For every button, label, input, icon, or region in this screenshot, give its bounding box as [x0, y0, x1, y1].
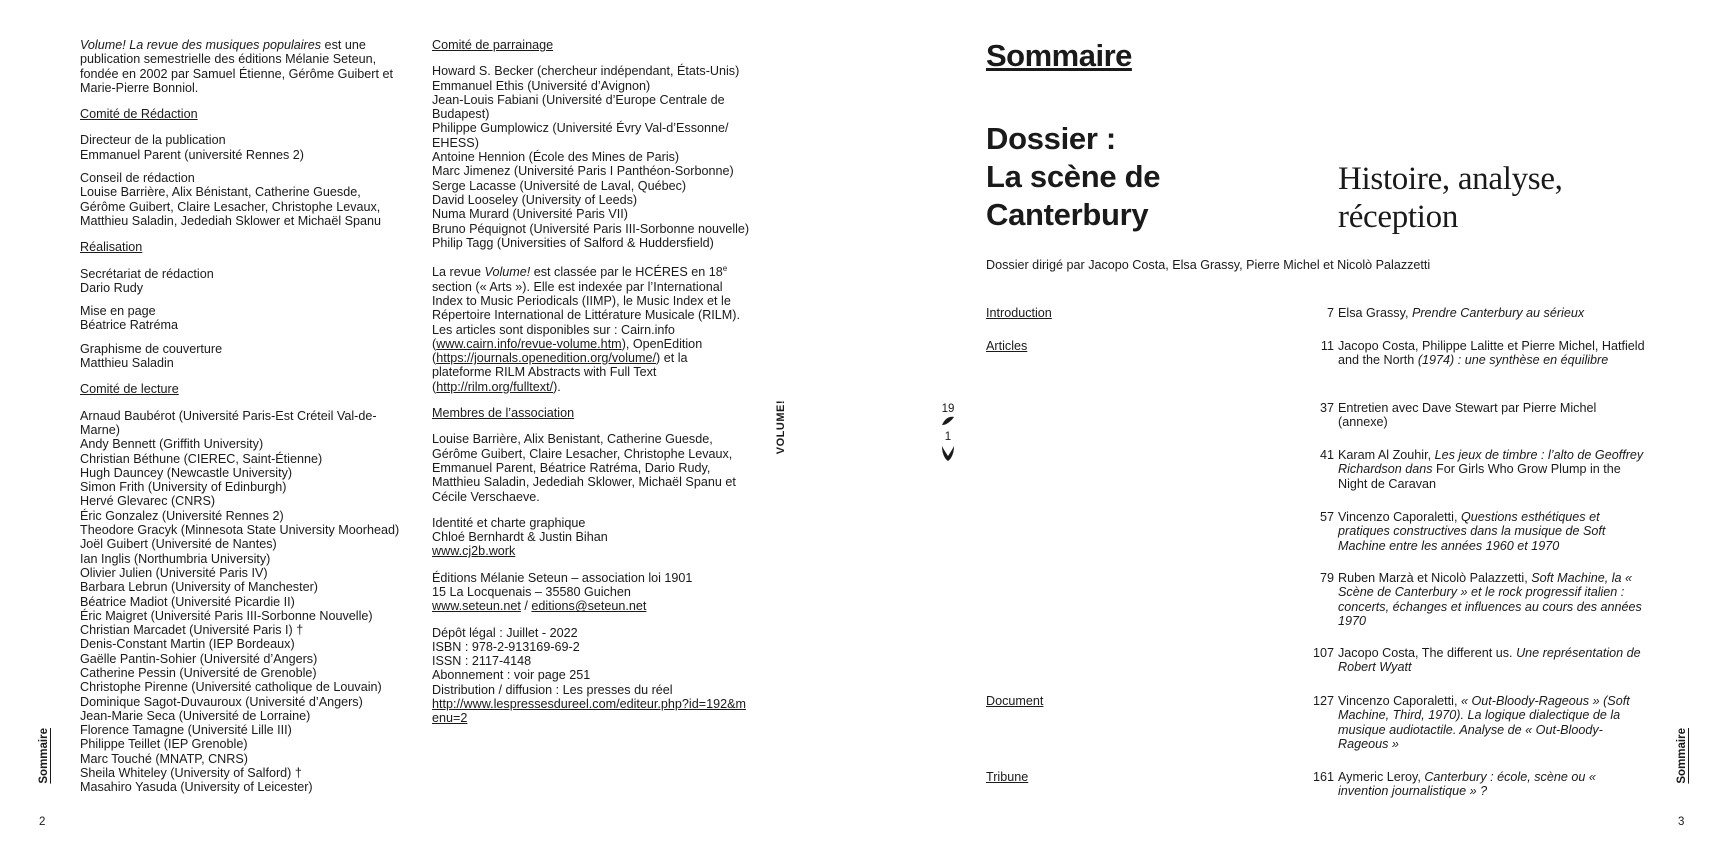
toc-page-number: 107	[1312, 646, 1334, 660]
comite-lecture-heading: Comité de lecture	[80, 382, 179, 397]
toc-entry-text	[1338, 510, 1648, 553]
list-item: Bruno Péquignot (Université Paris III-Sorbonne nouvelle)	[432, 221, 750, 236]
editions-address: 15 La Locquenais – 35580 Guichen	[432, 584, 631, 599]
list-item: Philippe Teillet (IEP Grenoble)	[80, 737, 248, 752]
toc-section[interactable]: Articles	[986, 339, 1028, 353]
toc-title: Prendre Canterbury au sérieux	[1411, 306, 1585, 320]
rilm-link[interactable]: http://rilm.org/fulltext/	[436, 379, 554, 394]
dossier-title-line-3: Canterbury	[986, 197, 1149, 232]
identite-names: Chloé Bernhardt & Justin Bihan	[432, 530, 608, 545]
toc-page-number: 79	[1319, 571, 1334, 585]
dossier-subtitle-line-1: Histoire, analyse,	[1338, 161, 1563, 197]
classement-text-4: Les articles sont disponibles sur : Cairn.info (	[432, 322, 675, 351]
toc-entry-text	[1338, 306, 1648, 320]
list-item: Philippe Gumplowicz (Université Évry Val-d’Essonne/ EHESS)	[432, 121, 729, 150]
toc-page-number: 161	[1312, 770, 1334, 784]
list-item: Numa Murard (Université Paris VII)	[432, 207, 628, 222]
classement-text-6: ) et la plateforme RILM Abstracts with Full Text (	[432, 351, 688, 394]
list-item: Arnaud Baubérot (Université Paris-Est Créteil Val-de-Marne)	[80, 408, 377, 437]
dossier-title-line-2: La scène de	[986, 159, 1161, 194]
list-item: Emmanuel Ethis (Université d’Avignon)	[432, 78, 651, 93]
list-item: Florence Tamagne (Université Lille III)	[80, 723, 292, 738]
classement-text-1: La revue	[432, 265, 485, 280]
toc-entry-text	[1338, 448, 1648, 491]
toc-entry-text	[1338, 571, 1648, 628]
cairn-link[interactable]: www.cairn.info/revue-volume.htm	[436, 336, 622, 351]
list-item: Catherine Pessin (Université de Grenoble)	[80, 665, 317, 680]
list-item: Jean-Marie Seca (Université de Lorraine)	[80, 708, 311, 723]
list-item: Christian Marcadet (Université Paris I) †	[80, 623, 304, 638]
toc-entry-text	[1338, 401, 1648, 430]
list-item: Howard S. Becker (chercheur indépendant, États-Unis)	[432, 64, 740, 79]
issue-number-top: 19	[941, 403, 955, 415]
toc-author: Karam Al Zouhir,	[1338, 448, 1435, 462]
journal-name: Volume!	[484, 265, 531, 280]
toc-author: Entretien avec Dave Stewart par Pierre Michel (annexe)	[1338, 401, 1597, 430]
issn: ISSN : 2117-4148	[432, 654, 532, 669]
conseil-label: Conseil de rédaction	[80, 171, 195, 186]
toc-author: Vincenzo Caporaletti,	[1338, 694, 1461, 708]
list-item: Marc Touché (MNATP, CNRS)	[80, 751, 248, 766]
toc-section[interactable]: Introduction	[986, 306, 1052, 320]
list-item: Barbara Lebrun (University of Manchester)	[80, 580, 318, 595]
directed-by: Dossier dirigé par Jacopo Costa, Elsa Grassy, Pierre Michel et Nicolò Palazzetti	[986, 258, 1431, 272]
toc-title: Les jeux de timbre : l’alto de Geoffrey Richardson dans	[1338, 448, 1644, 477]
directeur-label: Directeur de la publication	[80, 133, 226, 148]
graphisme-label: Graphisme de couverture	[80, 341, 223, 356]
list-item: Béatrice Madiot (Université Picardie II)	[80, 594, 295, 609]
email-link[interactable]: editions@seteun.net	[531, 599, 647, 614]
dossier-title-line-1: Dossier :	[986, 121, 1116, 156]
toc-author: Jacopo Costa, Philippe Lalitte et Pierre Michel, Hatfield and the North	[1338, 339, 1645, 368]
classement-text-7: ).	[553, 379, 561, 394]
list-item: Christian Béthune (CIEREC, Saint-Étienne)	[80, 451, 323, 466]
dossier-subtitle-line-2: réception	[1338, 199, 1459, 235]
page-number-right: 3	[1678, 816, 1685, 828]
toc-author: Ruben Marzà et Nicolò Palazzetti,	[1338, 571, 1532, 585]
toc-title: Soft Machine, la « Scène de Canterbury » et le rock progressif italien : concerts, échanges et influences au cours des années 1970	[1338, 571, 1642, 628]
classement-text-5: ), OpenEdition (	[432, 336, 703, 366]
toc-entry-text	[1338, 646, 1648, 675]
mise-label: Mise en page	[80, 304, 156, 319]
editions-name: Éditions Mélanie Seteun – association loi 1901	[432, 570, 693, 585]
toc-page-number: 41	[1319, 448, 1334, 462]
list-item: Andy Bennett (Griffith University)	[80, 437, 264, 452]
toc-entry-text	[1338, 770, 1648, 799]
list-item: Ian Inglis (Northumbria University)	[80, 551, 271, 566]
list-item: Dominique Sagot-Duvauroux (Université d’Angers)	[80, 694, 363, 709]
association-heading: Membres de l’association	[432, 406, 575, 421]
dossier-subtitle	[1338, 160, 1563, 236]
toc-title: Une représentation de Robert Wyatt	[1338, 646, 1641, 675]
list-item: Gaëlle Pantin-Sohier (Université d’Angers)	[80, 651, 318, 666]
conseil-members: Louise Barrière, Alix Bénistant, Catherine Guesde, Gérôme Guibert, Claire Lesacher, Christophe Levaux, Matthieu Saladin, Jedediah Sklower et Michaël Spanu	[80, 185, 382, 228]
toc-entry-text	[1338, 339, 1648, 368]
secretariat-label: Secrétariat de rédaction	[80, 266, 214, 281]
toc-title: Canterbury : école, scène ou « invention journalistique » ?	[1338, 770, 1596, 799]
list-item: Éric Gonzalez (Université Rennes 2)	[80, 508, 284, 523]
side-label-right: Sommaire	[1676, 728, 1688, 784]
page-number-left: 2	[39, 816, 46, 828]
separator: /	[520, 599, 532, 614]
secretariat-name: Dario Rudy	[80, 280, 143, 295]
list-item: Sheila Whiteley (University of Salford) †	[80, 766, 302, 781]
list-item: Christophe Pirenne (Université catholique de Louvain)	[80, 680, 382, 695]
seteun-link[interactable]: www.seteun.net	[432, 599, 521, 614]
toc-section[interactable]: Document	[986, 694, 1044, 708]
list-item: Hervé Glevarec (CNRS)	[80, 494, 216, 509]
toc-page-number: 7	[1326, 306, 1334, 320]
association-members: Louise Barrière, Alix Benistant, Catherine Guesde, Gérôme Guibert, Claire Lesacher, Christophe Levaux, Emmanuel Parent, Béatrice Ratréma, Dario Rudy, Matthieu Saladin, Jedediah Sklower, Michaël Spanu et Cécile Verschaeve.	[432, 432, 736, 504]
toc-entry-text	[1338, 694, 1648, 751]
list-item: Philip Tagg (Universities of Salford & Huddersfield)	[432, 235, 714, 250]
cj2b-link[interactable]: www.cj2b.work	[432, 544, 516, 559]
distribution: Distribution / diffusion : Les presses du réel	[432, 682, 673, 697]
list-item: Antoine Hennion (École des Mines de Paris)	[432, 150, 680, 165]
list-item: David Looseley (University of Leeds)	[432, 192, 638, 207]
toc-author: Jacopo Costa, The different us.	[1338, 646, 1517, 660]
comite-redaction-heading: Comité de Rédaction	[80, 107, 198, 122]
superscript: e	[722, 264, 728, 274]
toc-page-number: 11	[1320, 339, 1334, 353]
toc-page-number: 127	[1312, 694, 1334, 708]
classement-text-2: est classée par le HCÉRES en 18	[530, 265, 723, 280]
graphisme-name: Matthieu Saladin	[80, 356, 174, 371]
identite-label: Identité et charte graphique	[432, 515, 586, 530]
spine-volume-label: VOLUME!	[775, 400, 787, 455]
openedition-link[interactable]: https://journals.openedition.org/volume/	[436, 351, 657, 366]
presses-link[interactable]: http://www.lespressesdureel.com/editeur.php?id=192&menu=2	[432, 697, 746, 726]
journal-title: Volume! La revue des musiques populaires	[80, 38, 322, 52]
toc-title: Questions esthétiques et pratiques constructives dans la musique de Soft Machine entre les années 1960 et 1970	[1338, 510, 1606, 553]
parrainage-heading: Comité de parrainage	[432, 38, 554, 52]
list-item: Jean-Louis Fabiani (Université d’Europe Centrale de Budapest)	[432, 92, 725, 122]
toc-page-number: 37	[1319, 401, 1334, 415]
classement-text-3: section (« Arts »). Elle est indexée par l’International Index to Music Periodicals (IIMP), le Music Index et le Répertoire International de Littérature Musicale (RILM).	[432, 279, 740, 323]
list-item: Denis-Constant Martin (IEP Bordeaux)	[80, 637, 295, 652]
list-item: Hugh Dauncey (Newcastle University)	[80, 465, 293, 480]
toc-author: Vincenzo Caporaletti,	[1338, 510, 1461, 524]
list-item: Marc Jimenez (Université Paris I Panthéon-Sorbonne)	[432, 164, 734, 179]
toc-rest: For Girls Who Grow Plump in the Night de Caravan	[1338, 462, 1621, 491]
toc-title: « Out-Bloody-Rageous » (Soft Machine, Third, 1970). La logique dialectique de la musique audiotactile. Analyse de « Out-Bloody-Rageous »	[1338, 694, 1630, 751]
list-item: Éric Maigret (Université Paris III-Sorbonne Nouvelle)	[80, 608, 373, 623]
list-item: Theodore Gracyk (Minnesota State University Moorhead)	[80, 523, 400, 538]
issue-number-bottom: 1	[944, 431, 952, 443]
list-item: Joël Guibert (Université de Nantes)	[80, 537, 277, 552]
dossier-title	[986, 120, 1160, 234]
toc-title: (1974) : une synthèse en équilibre	[1417, 353, 1609, 368]
depot-legal: Dépôt légal : Juillet - 2022	[432, 625, 578, 640]
toc-section[interactable]: Tribune	[986, 770, 1029, 784]
abonnement: Abonnement : voir page 251	[432, 668, 591, 683]
toc-author: Elsa Grassy,	[1338, 306, 1412, 320]
toc-author: Aymeric Leroy,	[1338, 770, 1425, 784]
page-title: Sommaire	[986, 38, 1132, 73]
list-item: Serge Lacasse (Université de Laval, Québec)	[432, 178, 687, 193]
list-item: Masahiro Yasuda (University of Leicester)	[80, 780, 313, 795]
side-label-left: Sommaire	[38, 728, 50, 784]
list-item: Simon Frith (University of Edinburgh)	[80, 480, 287, 495]
toc-page-number: 57	[1319, 510, 1334, 524]
mise-name: Béatrice Ratréma	[80, 318, 178, 333]
directeur-name: Emmanuel Parent (université Rennes 2)	[80, 147, 304, 162]
realisation-heading: Réalisation	[80, 240, 143, 255]
intro-text: est une publication semestrielle des éditions Mélanie Seteun, fondée en 2002 par Samuel Étienne, Gérôme Guibert et Marie-Pierre Bonniol.	[80, 38, 393, 95]
isbn: ISBN : 978-2-913169-69-2	[432, 639, 580, 654]
list-item: Olivier Julien (Université Paris IV)	[80, 565, 268, 580]
